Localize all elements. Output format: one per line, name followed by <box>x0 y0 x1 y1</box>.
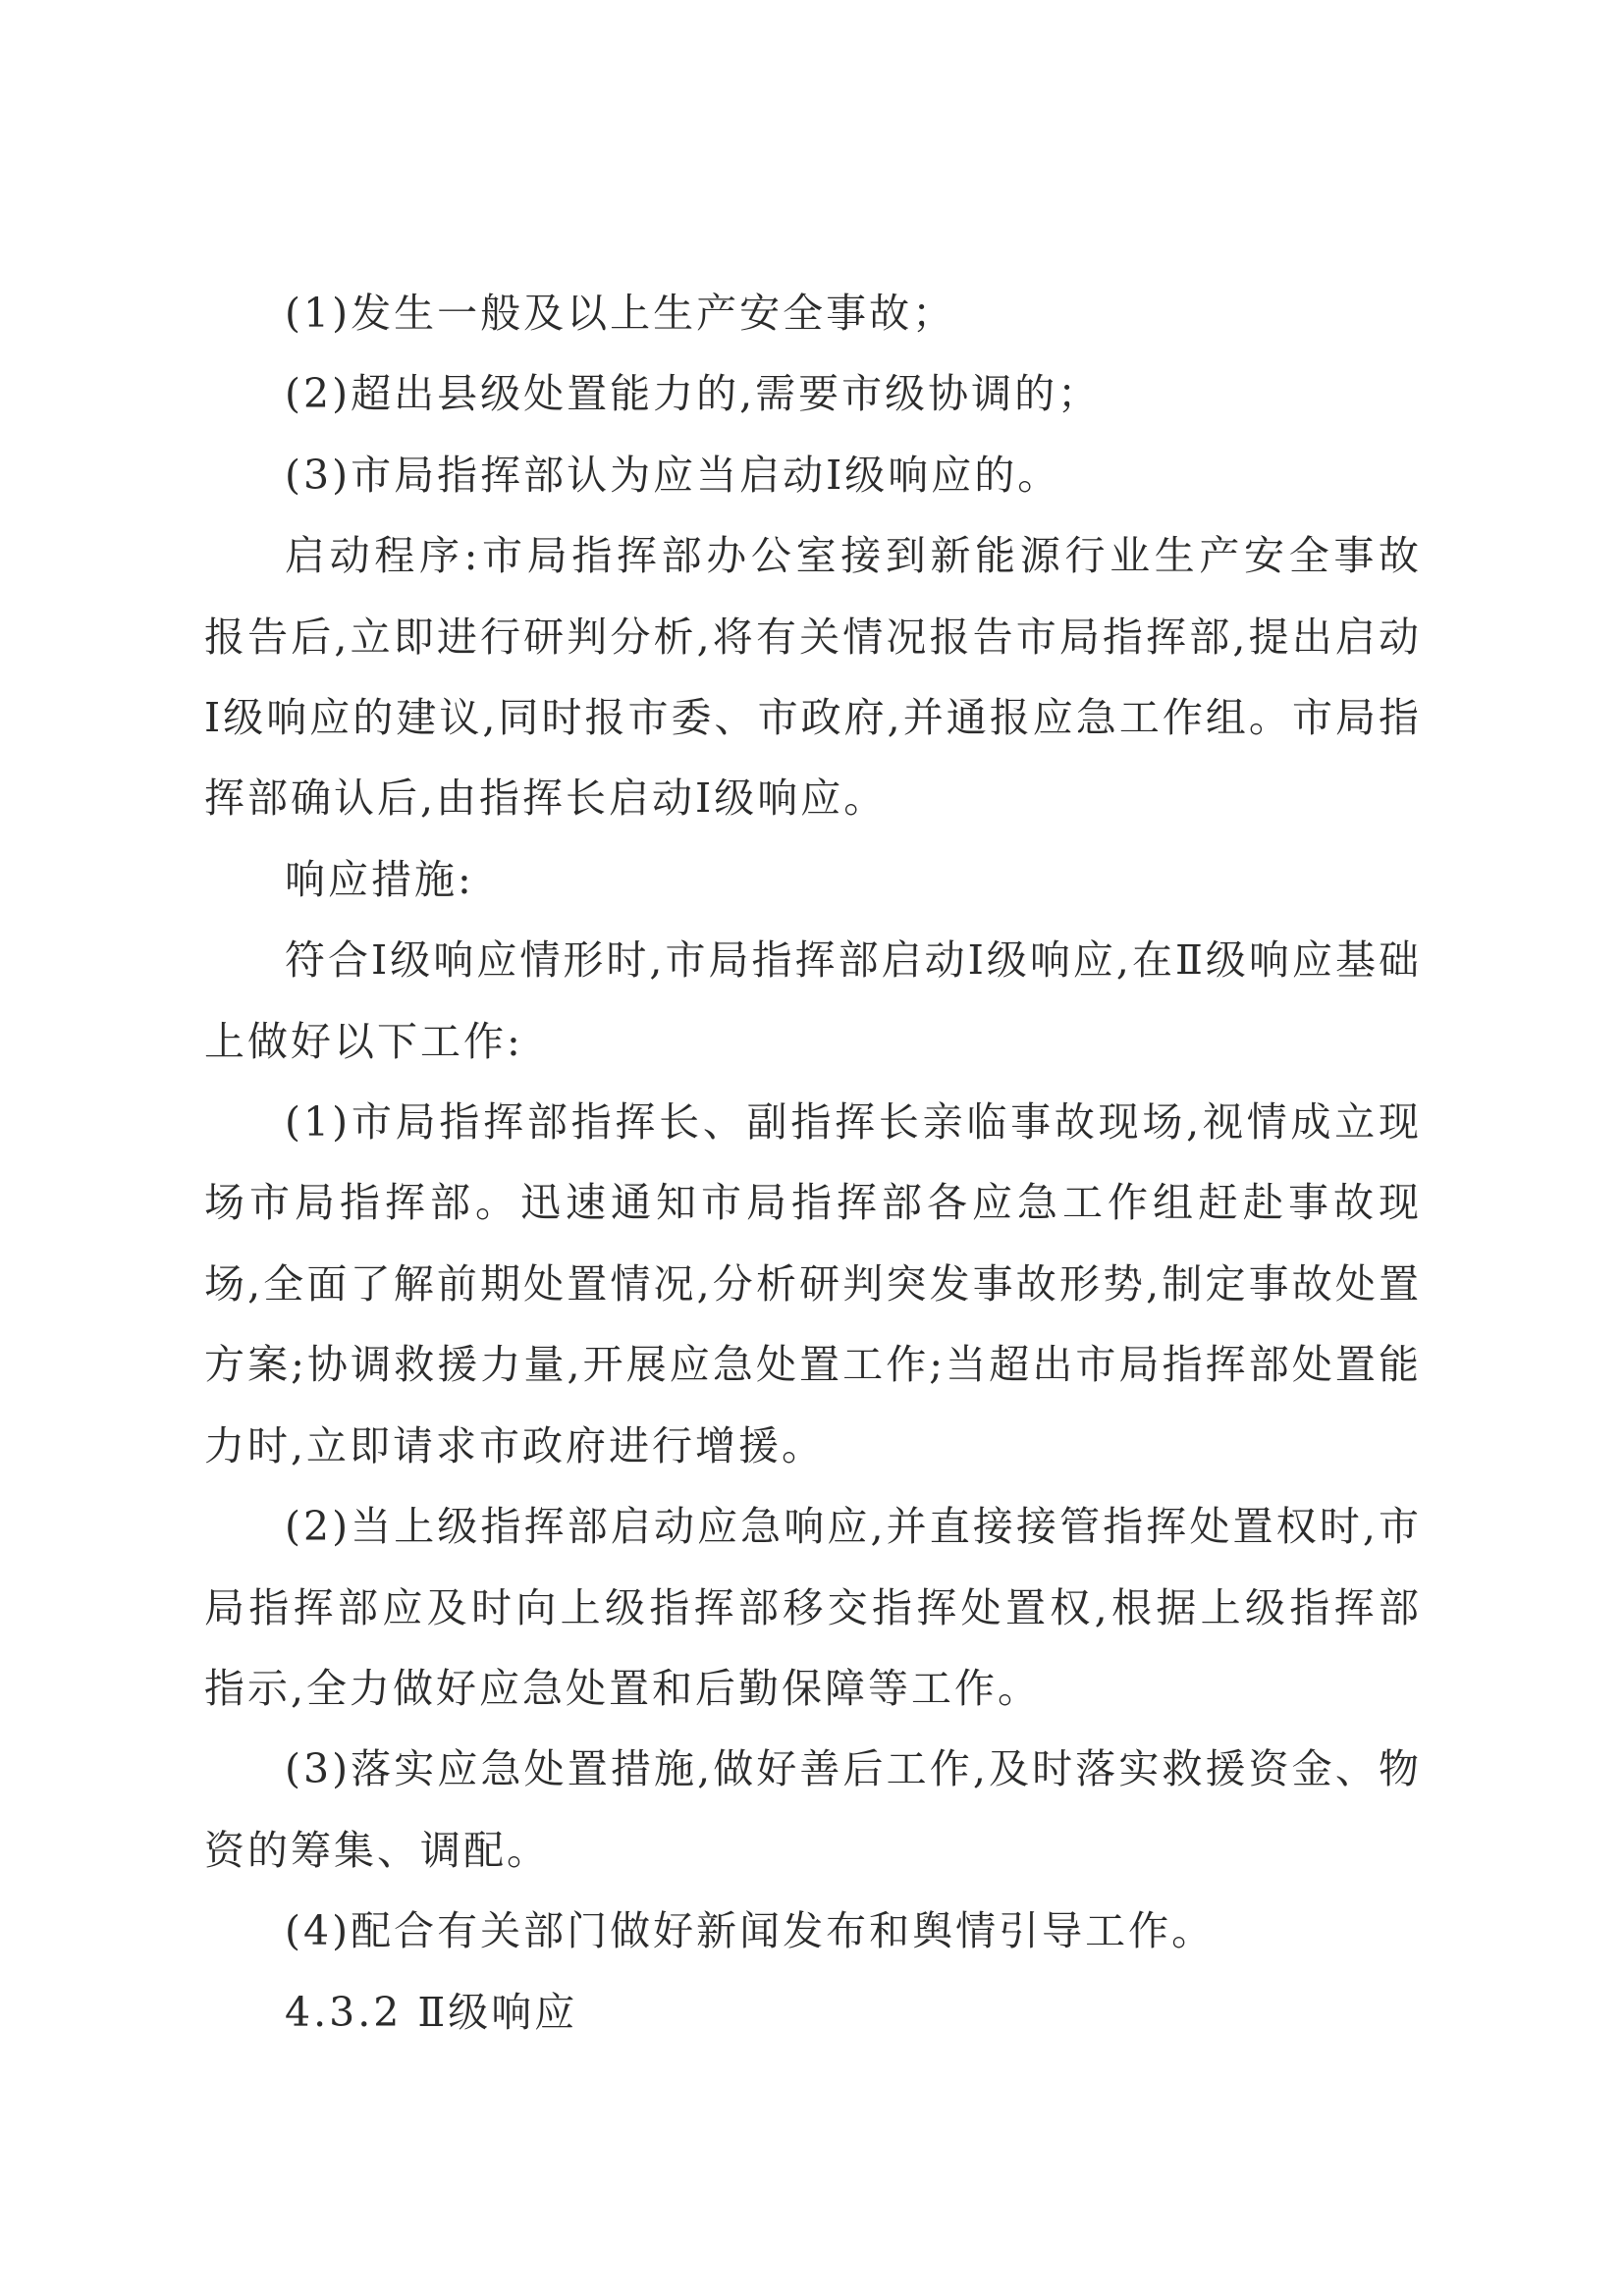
document-body <box>204 273 1422 2053</box>
paragraph-startup-procedure: 启动程序:市局指挥部办公室接到新能源行业生产安全事故报告后,立即进行研判分析,将有关情况报告市局指挥部,提出启动Ⅰ级响应的建议,同时报市委、市政府,并通报应急工作组。市局指挥部确认后,由指挥长启动Ⅰ级响应。 <box>204 532 1422 823</box>
paragraph-condition-2: (2)超出县级处置能力的,需要市级协调的； <box>285 370 1102 418</box>
paragraph-measure-4: (4)配合有关部门做好新闻发布和舆情引导工作。 <box>285 1907 1216 1955</box>
paragraph-response-intro: 符合Ⅰ级响应情形时,市局指挥部启动Ⅰ级响应,在Ⅱ级响应基础上做好以下工作: <box>204 936 1422 1065</box>
section-heading-4-3-2: 4.3.2 Ⅱ级响应 <box>285 1988 578 2036</box>
paragraph-condition-3: (3)市局指挥部认为应当启动Ⅰ级响应的。 <box>285 451 1061 499</box>
paragraph-measure-2: (2)当上级指挥部启动应急响应,并直接接管指挥处置权时,市局指挥部应及时向上级指挥部移交指挥处置权,根据上级指挥部指示,全力做好应急处置和后勤保障等工作。 <box>204 1503 1422 1712</box>
paragraph-condition-1: (1)发生一般及以上生产安全事故； <box>285 290 956 337</box>
paragraph-measure-1: (1)市局指挥部指挥长、副指挥长亲临事故现场,视情成立现场市局指挥部。迅速通知市局指挥部各应急工作组赶赴事故现场,全面了解前期处置情况,分析研判突发事故形势,制定事故处置方案;协调救援力量,开展应急处置工作;当超出市局指挥部处置能力时,立即请求市政府进行增援。 <box>204 1098 1422 1469</box>
paragraph-response-measures-heading: 响应措施: <box>285 855 474 903</box>
paragraph-measure-3: (3)落实应急处置措施,做好善后工作,及时落实救援资金、物资的筹集、调配。 <box>204 1745 1422 1874</box>
